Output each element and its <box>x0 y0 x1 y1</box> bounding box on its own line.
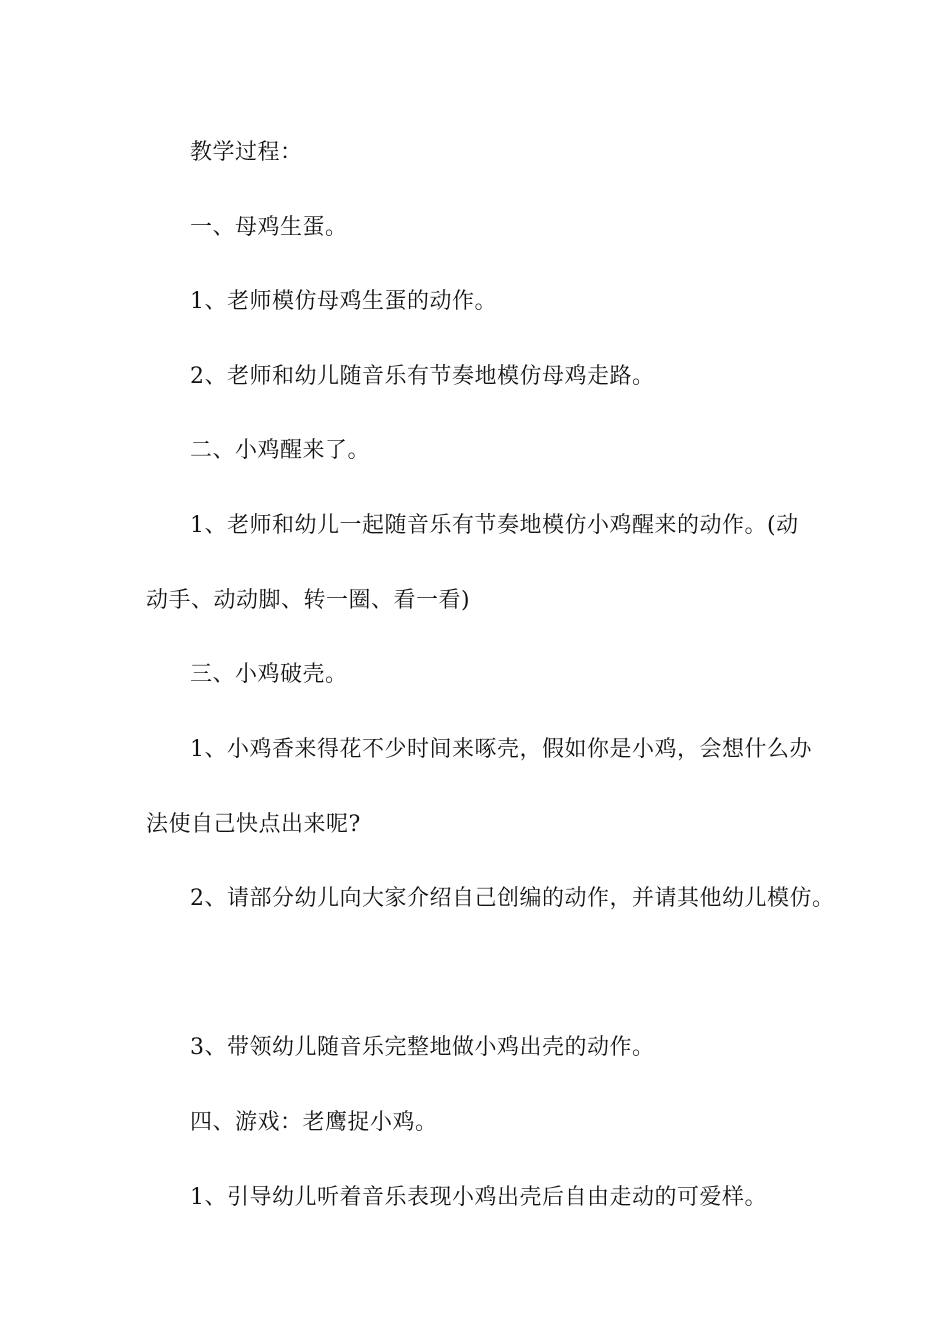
paragraph-line: 1、小鸡香来得花不少时间来啄壳，假如你是小鸡，会想什么办 <box>190 737 812 762</box>
section-heading-teaching-process: 教学过程： <box>190 140 303 165</box>
section-heading-1: 一、母鸡生蛋。 <box>190 215 348 240</box>
section-heading-4: 四、游戏：老鹰捉小鸡。 <box>190 1110 438 1135</box>
paragraph-line: 1、老师和幼儿一起随音乐有节奏地模仿小鸡醒来的动作。(动 <box>190 513 799 538</box>
paragraph-line: 1、老师模仿母鸡生蛋的动作。 <box>190 289 497 314</box>
paragraph-line: 2、老师和幼儿随音乐有节奏地模仿母鸡走路。 <box>190 364 655 389</box>
paragraph-line: 3、带领幼儿随音乐完整地做小鸡出壳的动作。 <box>190 1035 655 1060</box>
section-heading-3: 三、小鸡破壳。 <box>190 662 348 687</box>
paragraph-line-continued: 动手、动动脚、转一圈、看一看) <box>146 588 471 613</box>
paragraph-line: 1、引导幼儿听着音乐表现小鸡出壳后自由走动的可爱样。 <box>190 1185 767 1210</box>
section-heading-2: 二、小鸡醒来了。 <box>190 438 371 463</box>
paragraph-line-continued: 法使自己快点出来呢? <box>146 812 361 837</box>
paragraph-line: 2、请部分幼儿向大家介绍自己创编的动作，并请其他幼儿模仿。 <box>190 886 835 911</box>
